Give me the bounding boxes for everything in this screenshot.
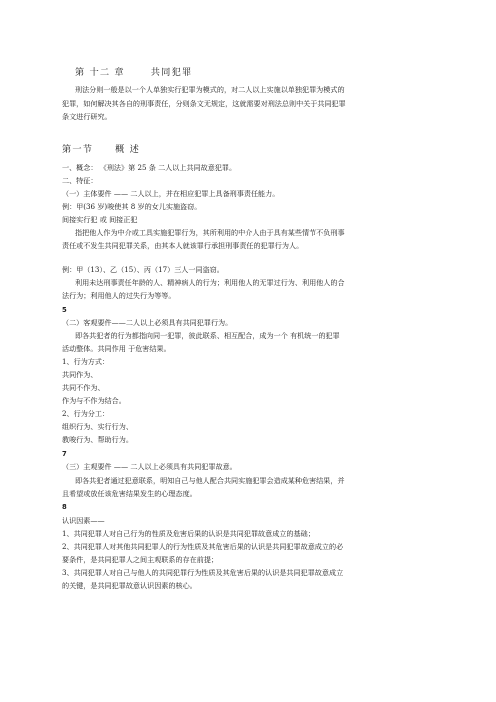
body-line: 共同不作为、 xyxy=(62,383,105,392)
body-line: 即各共犯者的行为都指向同一犯罪，彼此联系、相互配合，成为一个 有机统一的犯罪 xyxy=(75,331,340,340)
intro-line: 刑法分则一般是以一个人单独实行犯罪为模式的，对二人以上实施以单独犯罪为模式的 xyxy=(75,85,345,94)
body-line: 3、共同犯罪人对自己与他人的共同犯罪行为性质及其危害后果的认识是共同犯罪故意成立 xyxy=(62,568,344,577)
body-line: 组织行为、实行行为、 xyxy=(62,422,133,431)
section-title: 概 述 xyxy=(115,144,141,155)
body-line: 共同作为、 xyxy=(62,370,98,379)
body-line: 要条件，是共同犯罪人之间主观联系的存在前提； xyxy=(62,555,219,564)
intro-line: 犯罪，如何解决其各自的刑事责任，分则条文无规定，这就需要对刑法总则中关于共同犯罪 xyxy=(62,99,346,108)
body-line: （一）主体要件 —— 二人以上，并在相应犯罪上具备刑事责任能力。 xyxy=(62,189,280,198)
body-line: （二）客观要件——二人以上必须具有共同犯罪行为。 xyxy=(62,318,233,327)
body-line: 认识因素—— xyxy=(62,516,105,525)
chapter-heading xyxy=(75,67,192,79)
body-line: 指把他人作为中介或工具实施犯罪行为，其所利用的中介人由于具有某些情节不负刑事 xyxy=(75,228,345,237)
body-line: 1、共同犯罪人对自己行为的性质及危害后果的认识是共同犯罪故意成立的基础； xyxy=(62,529,315,538)
body-line: 法行为；利用他人的过失行为等等。 xyxy=(62,291,176,300)
body-line: 例：甲（13）、乙（15）、丙（17）三人一同盗窃。 xyxy=(62,265,224,274)
body-line: 1、行为方式： xyxy=(62,357,110,366)
body-line: 利用未达刑事责任年龄的人、精神病人的行为；利用他人的无罪过行为、利用他人的合 xyxy=(75,278,345,287)
section-number: 第一节 xyxy=(62,144,94,155)
body-line: 二、特征： xyxy=(62,176,98,185)
intro-line: 条文进行研究。 xyxy=(62,112,112,121)
slide-number: 8 xyxy=(62,503,67,511)
body-line: 2、行为分工： xyxy=(62,409,110,418)
body-line: 的关键，是共同犯罪故意认识因素的核心。 xyxy=(62,581,197,590)
slide-number: 7 xyxy=(62,450,67,458)
body-line: 一、概念： 《刑法》第 25 条 二人以上共同故意犯罪。 xyxy=(62,163,237,172)
body-line: 2、共同犯罪人对其他共同犯罪人的行为性质及其危害后果的认识是共同犯罪故意成立的必 xyxy=(62,542,344,551)
body-line: 责任或不发生共同犯罪关系，由其本人就该罪行承担刑事责任的犯罪行为人。 xyxy=(62,241,304,250)
body-line: 间接实行犯 或 间接正犯 xyxy=(62,215,138,224)
body-line: 作为与不作为结合。 xyxy=(62,396,126,405)
body-line: （三）主观要件 —— 二人以上必须具有共同犯罪故意。 xyxy=(62,462,237,471)
body-line: 且希望或放任该危害结果发生的心理态度。 xyxy=(62,489,197,498)
chapter-title: 共同犯罪 xyxy=(150,67,193,78)
body-line: 例：甲(36 岁)唆使其 8 岁的女儿实施盗窃。 xyxy=(62,202,202,211)
section-heading xyxy=(62,144,140,156)
body-line: 即各共犯者通过犯意联系，明知自己与他人配合共同实施犯罪会造成某种危害结果，并 xyxy=(75,476,345,485)
body-line: 活动整体。共同作用 于危害结果。 xyxy=(62,344,171,353)
body-line: 教唆行为、帮助行为。 xyxy=(62,435,133,444)
slide-number: 5 xyxy=(62,306,67,314)
chapter-number: 第 十二 章 xyxy=(75,67,125,78)
